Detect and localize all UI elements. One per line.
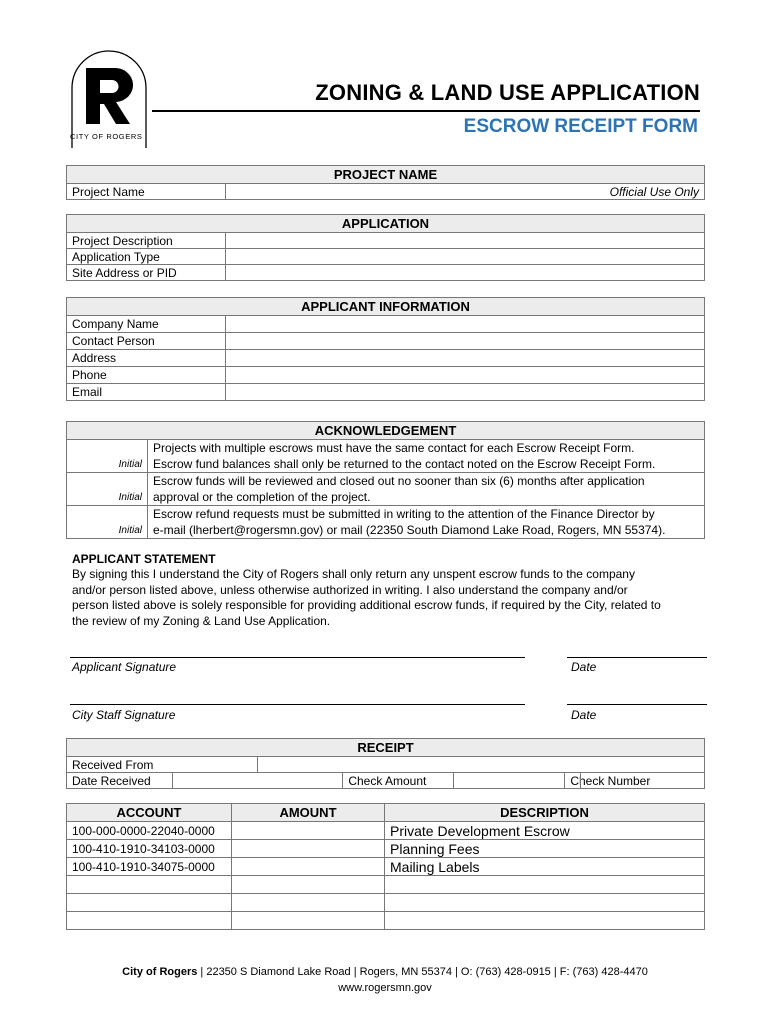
initial-label: Initial bbox=[118, 525, 142, 536]
account-cell[interactable] bbox=[67, 876, 232, 894]
field-label: Address bbox=[67, 350, 226, 367]
amount-cell[interactable] bbox=[232, 912, 385, 930]
acknowledgement-heading: ACKNOWLEDGEMENT bbox=[67, 422, 705, 440]
site-address-field[interactable] bbox=[226, 265, 705, 281]
description-cell: Mailing Labels bbox=[385, 858, 705, 876]
table-row bbox=[67, 822, 705, 840]
receipt-heading: RECEIPT bbox=[67, 739, 705, 757]
check-amount-field[interactable] bbox=[454, 773, 565, 789]
staff-date-label: Date bbox=[571, 708, 597, 722]
field-label: Email bbox=[67, 384, 226, 401]
initial-field[interactable] bbox=[67, 506, 148, 539]
account-cell: 100-410-1910-34075-0000 bbox=[67, 858, 232, 876]
date-received-field[interactable] bbox=[173, 773, 343, 789]
initial-field[interactable] bbox=[67, 473, 148, 506]
table-row bbox=[67, 876, 705, 894]
table-row bbox=[67, 840, 705, 858]
statement-line: and/or person listed above, unless otherwise authorized in writing. I also understand the company and/or bbox=[72, 582, 628, 597]
check-amount-label: Check Amount bbox=[343, 773, 454, 789]
ack-text: e-mail (lherbert@rogersmn.gov) or mail (22350 South Diamond Lake Road, Rogers, MN 55374). bbox=[153, 523, 666, 537]
contact-person-field[interactable] bbox=[226, 333, 705, 350]
page-subtitle: ESCROW RECEIPT FORM bbox=[463, 116, 698, 137]
account-cell: 100-410-1910-34103-0000 bbox=[67, 840, 232, 858]
title-rule bbox=[152, 110, 700, 112]
account-cell[interactable] bbox=[67, 912, 232, 930]
statement-line: the review of my Zoning & Land Use Application. bbox=[72, 613, 331, 628]
account-header: ACCOUNT bbox=[67, 804, 232, 822]
applicant-date-label: Date bbox=[571, 660, 597, 674]
official-use-label: Official Use Only bbox=[609, 184, 699, 199]
footer-website[interactable]: www.rogersmn.gov bbox=[338, 982, 432, 994]
project-description-field[interactable] bbox=[226, 233, 705, 249]
statement-heading: APPLICANT STATEMENT bbox=[72, 552, 216, 566]
amount-cell[interactable] bbox=[232, 840, 385, 858]
description-cell[interactable] bbox=[385, 876, 705, 894]
ack-text: Projects with multiple escrows must have the same contact for each Escrow Receipt Form. bbox=[153, 441, 635, 455]
date-received-label: Date Received bbox=[67, 773, 173, 789]
account-cell[interactable] bbox=[67, 894, 232, 912]
company-name-field[interactable] bbox=[226, 316, 705, 333]
amount-cell[interactable] bbox=[232, 822, 385, 840]
description-cell: Private Development Escrow bbox=[385, 822, 705, 840]
description-cell[interactable] bbox=[385, 912, 705, 930]
applicant-signature-line[interactable] bbox=[70, 657, 525, 658]
staff-signature-label: City Staff Signature bbox=[72, 708, 176, 722]
description-header: DESCRIPTION bbox=[385, 804, 705, 822]
amount-cell[interactable] bbox=[232, 894, 385, 912]
project-table bbox=[66, 165, 705, 200]
amount-cell[interactable] bbox=[232, 876, 385, 894]
statement-text bbox=[72, 567, 702, 629]
ack-text: Escrow funds will be reviewed and closed out no sooner than six (6) months after application bbox=[153, 474, 645, 488]
account-cell: 100-000-0000-22040-0000 bbox=[67, 822, 232, 840]
footer-address-line bbox=[0, 964, 770, 980]
description-cell[interactable] bbox=[385, 894, 705, 912]
project-name-label: Project Name bbox=[67, 184, 226, 200]
received-from-field[interactable] bbox=[258, 757, 705, 773]
city-logo bbox=[64, 48, 154, 154]
initial-field[interactable] bbox=[67, 440, 148, 473]
field-label: Phone bbox=[67, 367, 226, 384]
field-label: Project Description bbox=[67, 233, 226, 249]
applicant-table bbox=[66, 297, 705, 401]
table-row bbox=[67, 858, 705, 876]
check-number-field[interactable] bbox=[580, 773, 705, 789]
phone-field[interactable] bbox=[226, 367, 705, 384]
field-label: Contact Person bbox=[67, 333, 226, 350]
received-from-label: Received From bbox=[67, 757, 258, 773]
amount-header: AMOUNT bbox=[232, 804, 385, 822]
description-cell: Planning Fees bbox=[385, 840, 705, 858]
field-label: Application Type bbox=[67, 249, 226, 265]
initial-label: Initial bbox=[118, 459, 142, 470]
initial-label: Initial bbox=[118, 492, 142, 503]
address-field[interactable] bbox=[226, 350, 705, 367]
check-number-label: Check Number bbox=[565, 773, 705, 789]
table-row bbox=[67, 912, 705, 930]
statement-line: By signing this I understand the City of Rogers shall only return any unspent escrow funds to the company bbox=[72, 567, 635, 581]
statement-line: person listed above is solely responsible for providing additional escrow funds, if required by the City, related to bbox=[72, 598, 661, 612]
project-heading: PROJECT NAME bbox=[67, 166, 705, 184]
footer-org: City of Rogers bbox=[122, 966, 198, 978]
ack-text: Escrow fund balances shall only be returned to the contact noted on the Escrow Receipt Form. bbox=[153, 457, 656, 471]
application-heading: APPLICATION bbox=[67, 215, 705, 233]
amount-cell[interactable] bbox=[232, 858, 385, 876]
application-table bbox=[66, 214, 705, 281]
ack-text: approval or the completion of the project. bbox=[153, 490, 371, 504]
page-title: ZONING & LAND USE APPLICATION bbox=[315, 80, 700, 105]
ack-text: Escrow refund requests must be submitted in writing to the attention of the Finance Director by bbox=[153, 507, 655, 521]
footer-address: | 22350 S Diamond Lake Road | Rogers, MN 55374 | O: (763) 428-0915 | F: (763) 428-4470 bbox=[197, 966, 648, 978]
staff-signature-line[interactable] bbox=[70, 704, 525, 705]
table-row bbox=[67, 894, 705, 912]
project-name-field[interactable] bbox=[226, 184, 705, 200]
accounts-table bbox=[66, 803, 705, 930]
applicant-signature-label: Applicant Signature bbox=[72, 660, 177, 674]
logo-text: CITY OF ROGERS bbox=[70, 132, 143, 141]
staff-date-line[interactable] bbox=[567, 704, 707, 705]
field-label: Site Address or PID bbox=[67, 265, 226, 281]
application-type-field[interactable] bbox=[226, 249, 705, 265]
email-field[interactable] bbox=[226, 384, 705, 401]
acknowledgement-table bbox=[66, 421, 705, 539]
applicant-date-line[interactable] bbox=[567, 657, 707, 658]
footer bbox=[0, 964, 770, 996]
applicant-heading: APPLICANT INFORMATION bbox=[67, 298, 705, 316]
field-label: Company Name bbox=[67, 316, 226, 333]
